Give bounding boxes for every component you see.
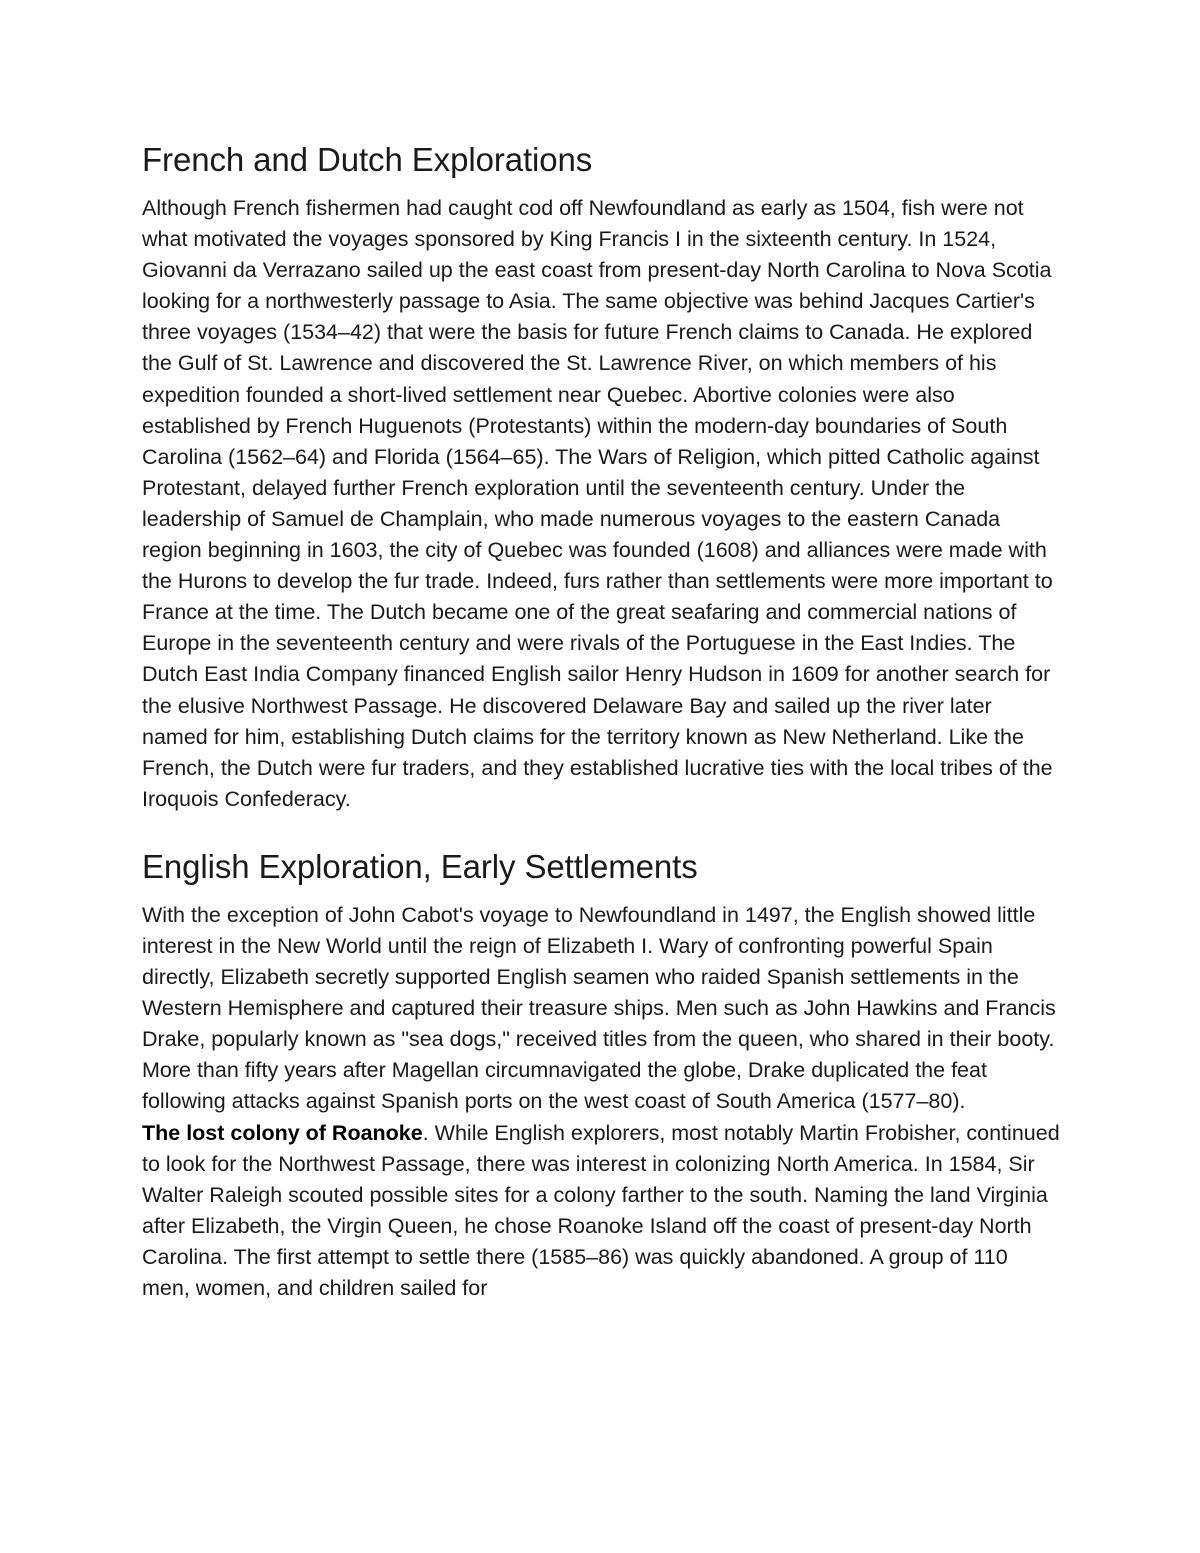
section-heading: English Exploration, Early Settlements — [142, 847, 698, 885]
section-heading: French and Dutch Explorations — [142, 141, 593, 178]
section-french-dutch — [142, 138, 1060, 815]
subsection-lead: The lost colony of Roanoke — [142, 1120, 423, 1145]
section-paragraph: Although French fishermen had caught cod off Newfoundland as early as 1504, fish were not what motivated the voyages sponsored by King Francis I in the sixteenth century. In 1524, Giovanni da Verrazano sailed up the east coast from present-day North Carolina to Nova Scotia looking for a northwesterly passage to Asia. The same objective was behind Jacques Cartier's three voyages (1534–42) that were the basis for future French claims to Canada. He explored the Gulf of St. Lawrence and discovered the St. Lawrence River, on which members of his expedition founded a short-lived settlement near Quebec. Abortive colonies were also established by French Huguenots (Protestants) within the modern-day boundaries of South Carolina (1562–64) and Florida (1564–65). The Wars of Religion, which pitted Catholic against Protestant, delayed further French exploration until the seventeenth century. Under the leadership of Samuel de Champlain, who made numerous voyages to the eastern Canada region beginning in 1603, the city of Quebec was founded (1608) and alliances were made with the Hurons to develop the fur trade. Indeed, furs rather than settlements were more important to France at the time. The Dutch became one of the great seafaring and commercial nations of Europe in the seventeenth century and were rivals of the Portuguese in the East Indies. The Dutch East India Company financed English sailor Henry Hudson in 1609 for another search for the elusive Northwest Passage. He discovered Delaware Bay and sailed up the river later named for him, establishing Dutch claims for the territory known as New Netherland. Like the French, the Dutch were fur traders, and they established lucrative ties with the local tribes of the Iroquois Confederacy. — [142, 196, 1053, 811]
section-paragraph: With the exception of John Cabot's voyage to Newfoundland in 1497, the English showed little interest in the New World until the reign of Elizabeth I. Wary of confronting powerful Spain directly, Elizabeth secretly supported English seamen who raided Spanish settlements in the Western Hemisphere and captured their treasure ships. Men such as John Hawkins and Francis Drake, popularly known as "sea dogs," received titles from the queen, who shared in their booty. More than fifty years after Magellan circumnavigated the globe, Drake duplicated the feat following attacks against Spanish ports on the west coast of South America (1577–80). — [142, 902, 1056, 1114]
document-page — [142, 138, 1060, 1304]
subsection-text: . While English explorers, most notably Martin Frobisher, continued to look for the Northwest Passage, there was interest in colonizing North America. In 1584, Sir Walter Raleigh scouted possible sites for a colony farther to the south. Naming the land Virginia after Elizabeth, the Virgin Queen, he chose Roanoke Island off the coast of present-day North Carolina. The first attempt to settle there (1585–86) was quickly abandoned. A group of 110 men, women, and children sailed for — [142, 1120, 1060, 1300]
section-english-exploration — [142, 845, 1060, 1304]
subsection-paragraph — [142, 1118, 1060, 1305]
